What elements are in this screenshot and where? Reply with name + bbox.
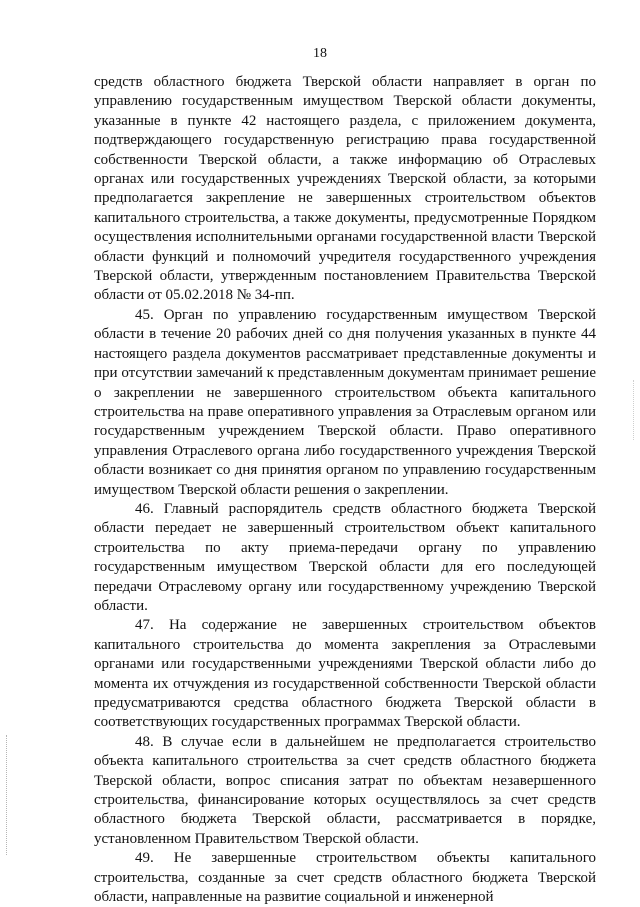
scan-margin-artifact bbox=[6, 735, 10, 855]
document-body bbox=[94, 73, 596, 907]
paragraph-49: 49. Не завершенные строительством объекты капитального строительства, созданные за счет средств областного бюджета Тверской области, направленные на развитие социальной и инженерной bbox=[94, 850, 596, 906]
paragraph-47: 47. На содержание не завершенных строительством объектов капитального строительства до момента закрепления за Отраслевыми органами или государственными учреждениями Тверской области либо до момента их отчуждения из государственной собственности Тверской области предусматриваются средства областного бюджета Тверской области в соответствующих государственных программах Тверской области. bbox=[94, 617, 596, 731]
paragraph-45: 45. Орган по управлению государственным имуществом Тверской области в течение 20 рабочих дней со дня получения указанных в пункте 44 настоящего раздела документов рассматривает представленные документы и при отсутствии замечаний к представленным документам принимает решение о закреплении не завершенного строительством объекта капитального строительства на праве оперативного управления за Отраслевым органом или государственным учреждением Тверской области. Право оперативного управления Отраслевого органа либо государственного учреждения Тверской области возникает со дня принятия органом по управлению государственным имуществом Тверской области решения о закреплении. bbox=[94, 306, 596, 498]
scan-margin-artifact-right bbox=[633, 380, 636, 440]
paragraph-continued: средств областного бюджета Тверской области направляет в орган по управлению государственным имуществом Тверской области документы, указанные в пункте 42 настоящего раздела, с приложением документа, подтверждающего государственную регистрацию права государственной собственности Тверской области, а также информацию об Отраслевых органах или государственных учреждениях Тверской области, за которыми предполагается закрепление не завершенных строительством объектов капитального строительства, а также документы, предусмотренные Порядком осуществления исполнительными органами государственной власти Тверской области функций и полномочий учредителя государственного учреждения Тверской области, утвержденным постановлением Правительства Тверской области от 05.02.2018 № 34-пп. bbox=[94, 74, 596, 304]
paragraph-46: 46. Главный распорядитель средств областного бюджета Тверской области передает не завершенный строительством объект капитального строительства по акту приема-передачи органу по управлению государственным имуществом Тверской области для его последующей передачи Отраслевому органу или государственному учреждению Тверской области. bbox=[94, 500, 596, 614]
page-number: 18 bbox=[313, 46, 327, 61]
paragraph-48: 48. В случае если в дальнейшем не предполагается строительство объекта капитального строительства за счет средств областного бюджета Тверской области, вопрос списания затрат по объектам незавершенного строительства, финансирование которых осуществлялось за счет средств областного бюджета Тверской области, рассматривается в порядке, установленном Правительством Тверской области. bbox=[94, 733, 596, 847]
